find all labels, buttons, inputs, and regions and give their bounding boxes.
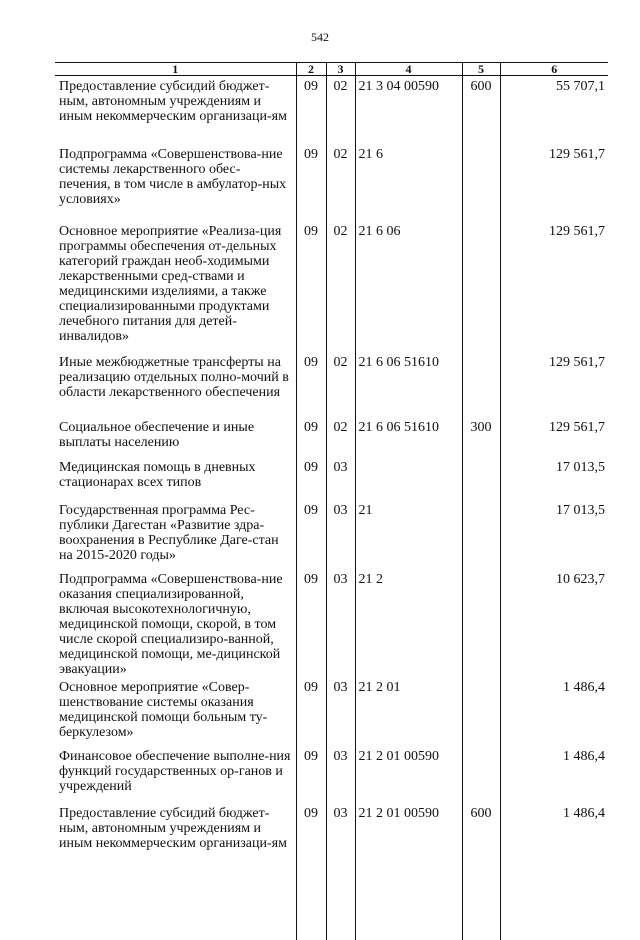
col-header-name: 1 bbox=[55, 63, 296, 76]
cell-section: 09 bbox=[296, 221, 326, 352]
cell-name: Основное мероприятие «Совер-шенствование системы оказания медицинской помощи больным ту-беркулезом» bbox=[59, 680, 268, 740]
empty-cell bbox=[500, 901, 608, 940]
col-header-target-article: 4 bbox=[355, 63, 462, 76]
cell-target-article: 21 6 06 bbox=[355, 221, 462, 352]
empty-cell bbox=[355, 901, 462, 940]
cell-name: Иные межбюджетные трансферты на реализацию отдельных полно-мочий в области лекарственного обеспечения bbox=[59, 355, 289, 400]
cell-section: 09 bbox=[296, 677, 326, 746]
table-row bbox=[55, 500, 608, 569]
empty-cell bbox=[326, 901, 355, 940]
cell-expense-type bbox=[462, 144, 500, 221]
cell-subsection: 03 bbox=[326, 677, 355, 746]
cell-target-article: 21 2 bbox=[355, 569, 462, 677]
cell-amount: 129 561,7 bbox=[500, 352, 608, 417]
table-row bbox=[55, 457, 608, 500]
cell-amount: 1 486,4 bbox=[500, 677, 608, 746]
cell-amount: 17 013,5 bbox=[500, 500, 608, 569]
cell-expense-type bbox=[462, 457, 500, 500]
cell-name: Финансовое обеспечение выполне-ния функций государственных ор-ганов и учреждений bbox=[59, 749, 291, 794]
cell-section: 09 bbox=[296, 76, 326, 145]
cell-target-article: 21 6 06 51610 bbox=[355, 352, 462, 417]
cell-section: 09 bbox=[296, 500, 326, 569]
cell-target-article: 21 6 06 51610 bbox=[355, 417, 462, 457]
cell-expense-type bbox=[462, 221, 500, 352]
cell-target-article: 21 6 bbox=[355, 144, 462, 221]
cell-amount: 55 707,1 bbox=[500, 76, 608, 145]
empty-cell bbox=[462, 901, 500, 940]
cell-section: 09 bbox=[296, 352, 326, 417]
cell-subsection: 02 bbox=[326, 76, 355, 145]
cell-target-article: 21 2 01 00590 bbox=[355, 803, 462, 901]
cell-expense-type bbox=[462, 746, 500, 803]
table-row bbox=[55, 221, 608, 352]
cell-amount: 1 486,4 bbox=[500, 746, 608, 803]
cell-subsection: 03 bbox=[326, 803, 355, 901]
cell-name: Предоставление субсидий бюджет-ным, автономным учреждениям и иным некоммерческим организаци-ям bbox=[59, 79, 287, 124]
header-row bbox=[55, 63, 608, 76]
empty-cell bbox=[296, 901, 326, 940]
cell-expense-type bbox=[462, 569, 500, 677]
page-number: 542 bbox=[311, 30, 329, 44]
cell-name: Социальное обеспечение и иные выплаты населению bbox=[59, 420, 255, 450]
cell-expense-type: 600 bbox=[462, 803, 500, 901]
col-header-section: 2 bbox=[296, 63, 326, 76]
cell-amount: 1 486,4 bbox=[500, 803, 608, 901]
cell-section: 09 bbox=[296, 569, 326, 677]
cell-name: Государственная программа Рес-публики Дагестан «Развитие здра-воохранения в Республике Даге-стан на 2015-2020 годы» bbox=[59, 503, 279, 563]
table-row bbox=[55, 76, 608, 145]
cell-section: 09 bbox=[296, 417, 326, 457]
cell-subsection: 02 bbox=[326, 417, 355, 457]
cell-expense-type bbox=[462, 500, 500, 569]
empty-cell bbox=[55, 901, 296, 940]
cell-target-article: 21 2 01 bbox=[355, 677, 462, 746]
table-row bbox=[55, 417, 608, 457]
cell-name: Подпрограмма «Совершенствова-ние системы лекарственного обес-печения, в том числе в амбулатор-ных условиях» bbox=[59, 147, 287, 207]
table-row bbox=[55, 803, 608, 901]
cell-expense-type bbox=[462, 677, 500, 746]
cell-target-article bbox=[355, 457, 462, 500]
cell-subsection: 02 bbox=[326, 352, 355, 417]
cell-section: 09 bbox=[296, 144, 326, 221]
table-row bbox=[55, 352, 608, 417]
col-header-amount: 6 bbox=[500, 63, 608, 76]
table-row bbox=[55, 746, 608, 803]
cell-name: Медицинская помощь в дневных стационарах всех типов bbox=[59, 460, 256, 490]
cell-section: 09 bbox=[296, 457, 326, 500]
cell-section: 09 bbox=[296, 746, 326, 803]
table-row bbox=[55, 677, 608, 746]
col-header-expense-type: 5 bbox=[462, 63, 500, 76]
table-row bbox=[55, 569, 608, 677]
cell-subsection: 02 bbox=[326, 144, 355, 221]
cell-subsection: 03 bbox=[326, 500, 355, 569]
cell-subsection: 03 bbox=[326, 746, 355, 803]
budget-table bbox=[55, 62, 608, 940]
table-filler-row bbox=[55, 901, 608, 940]
cell-target-article: 21 bbox=[355, 500, 462, 569]
col-header-subsection: 3 bbox=[326, 63, 355, 76]
cell-subsection: 03 bbox=[326, 569, 355, 677]
cell-name: Подпрограмма «Совершенствова-ние оказания специализированной, включая высокотехнологичную, медицинской помощи, скорой, в том числе скорой специализиро-ванной, медицинской помощи, ме-дицинской эвакуации» bbox=[59, 572, 283, 677]
cell-subsection: 02 bbox=[326, 221, 355, 352]
cell-amount: 10 623,7 bbox=[500, 569, 608, 677]
table-row bbox=[55, 144, 608, 221]
cell-amount: 129 561,7 bbox=[500, 417, 608, 457]
cell-name: Основное мероприятие «Реализа-ция программы обеспечения от-дельных категорий граждан необ-ходимыми лекарственными сред-ствами и медицинскими изделиями, а также специализированными продуктами лечебного питания для детей-инвалидов» bbox=[59, 224, 282, 344]
cell-amount: 17 013,5 bbox=[500, 457, 608, 500]
cell-amount: 129 561,7 bbox=[500, 144, 608, 221]
cell-expense-type bbox=[462, 352, 500, 417]
cell-amount: 129 561,7 bbox=[500, 221, 608, 352]
cell-subsection: 03 bbox=[326, 457, 355, 500]
cell-name: Предоставление субсидий бюджет-ным, автономным учреждениям и иным некоммерческим организаци-ям bbox=[59, 806, 287, 851]
cell-expense-type: 600 bbox=[462, 76, 500, 145]
cell-target-article: 21 3 04 00590 bbox=[355, 76, 462, 145]
cell-section: 09 bbox=[296, 803, 326, 901]
cell-target-article: 21 2 01 00590 bbox=[355, 746, 462, 803]
cell-expense-type: 300 bbox=[462, 417, 500, 457]
